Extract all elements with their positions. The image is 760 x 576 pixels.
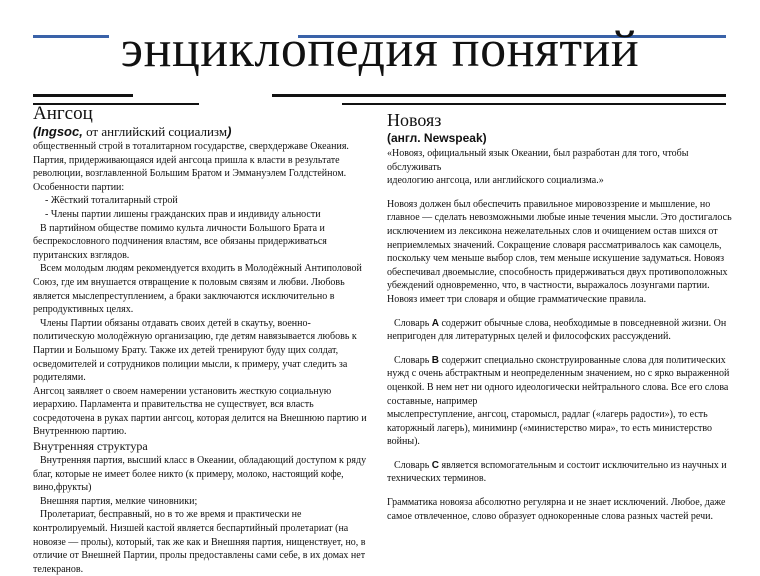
newspeak-heading: Новояз — [387, 110, 442, 130]
title-underline-right — [272, 94, 726, 97]
dictionary-description: содержит специально сконструированные слова для политических нужд с очень абстрактным и неопределенным значением, но с ярко выраженной оценкой. В нем нет ни одного идеологически нейтрального слова. Все его слова составные, например — [387, 354, 730, 407]
ingsoc-paragraph: Ангсоц заявляет о своем намерении установить жесткую социальную иерархию. Парламента и правительства не существует, вся власть сосредоточена в руках партии ангсоц, которая делится на Внешнюю партию и Внутреннюю партию. — [33, 385, 367, 438]
grammar-paragraph: Грамматика новояза абсолютно регулярна и не знает исключений. Любое, даже самое отвлеченное, слово образует однокоренные слова разных частей речи. — [387, 497, 726, 522]
dictionary-letter: C — [431, 459, 439, 471]
newspeak-column — [387, 104, 733, 537]
newspeak-paren-open: (англ. — [387, 131, 424, 145]
ingsoc-structure-heading: Внутренняя структура — [33, 439, 148, 454]
ingsoc-structure-item: Внутренняя партия, высший класс в Океании, обладающий доступом к ряду благ, которые не имеет более никто (к примеру, молоко, настоящий кофе, вино,фрукты) — [33, 455, 367, 494]
ingsoc-origin: от английский социализм — [82, 124, 228, 139]
dictionary-label: Словарь — [394, 459, 432, 471]
ingsoc-english-term: (Ingsoc, — [33, 124, 83, 139]
ingsoc-column — [33, 103, 369, 575]
ingsoc-structure-item: Пролетариат, бесправный, но в то же время и практически не контролируемый. Низшей кастой является беспартийный пролетариат (на новоязе — пролы), который, так же как и Внешняя партия, нищенствует, но, в отличие от Внешней Партии, пролы предоставлены сами себе, в их домах нет телекранов. — [33, 509, 366, 575]
page-title: энциклопедия понятий — [120, 21, 640, 78]
ingsoc-feature-item: - Члены партии лишены гражданских прав и индивиду альности — [45, 208, 321, 220]
ingsoc-features-label: Особенности партии: — [33, 181, 125, 193]
newspeak-paragraph: Новояз должен был обеспечить правильное мировоззрение и мышление, но главное — сделать невозможными любые иные течения мысли. Это достигалось исключением из лексикона нежелательных слов и очищением остав шихся от неприемлемых значений. Сокращение словаря рассматривалось как самоцель, поскольку чем меньше выбор слов, тем меньше искушение задуматься. Новояз обеспечивал двоемыслие, способность придерживаться двух противоположных убеждений одновременно, что, в частности, выражалось лозунгами партии. — [387, 198, 732, 292]
dictionary-b-examples: мыслепреступление, ангсоц, старомысл, радлаг («лагерь радости»), то есть каторжный лагерь), миниминр («министерство мира», то есть министерство войны). — [387, 409, 713, 448]
ingsoc-structure-item: Внешняя партия, мелкие чиновники; — [40, 495, 198, 507]
ingsoc-paragraph: Всем молодым людям рекомендуется входить в Молодёжный Антиполовой Союз, где им внушается отвращение к половым связям и любви. Любовь является мыслепреступлением, а браки заключаются исключительно в репродуктивных целях. — [33, 263, 362, 316]
newspeak-paren-close: ) — [482, 131, 487, 145]
dictionary-description: содержит обычные слова, необходимые в повседневной жизни. Он непригоден для литературных целей и философских рассуждений. — [387, 317, 727, 343]
dictionary-c-paragraph — [387, 459, 733, 486]
dictionary-label: Словарь — [394, 354, 432, 366]
newspeak-quote-end: идеологию ангсоца, или английского социализма.» — [387, 175, 604, 187]
newspeak-subheading — [387, 130, 733, 146]
newspeak-quote: «Новояз, официальный язык Океании, был разработан для того, чтобы обслуживать — [387, 148, 689, 173]
dictionary-description: является вспомогательным и состоит исключительно из научных и технических терминов. — [387, 459, 727, 485]
ingsoc-paren: ) — [227, 124, 232, 139]
dictionary-letter: B — [431, 354, 439, 366]
ingsoc-heading: Ангсоц — [33, 103, 93, 124]
dictionary-a-paragraph — [387, 317, 733, 344]
dictionary-letter: A — [431, 317, 439, 329]
title-underline-left — [33, 94, 133, 97]
ingsoc-feature-item: - Жёсткий тоталитарный строй — [45, 195, 178, 207]
dictionary-b-paragraph — [387, 354, 733, 408]
ingsoc-paragraph: Члены Партии обязаны отдавать своих детей в скаутьy, военно-политическую молодёжную организацию, где детям навязывается любовь к Партии и Большому Брату. Также их детей тренируют буду щих солдат, осведомителей и сотрудников полиции мысли, к примеру, учат следить за родителями. — [33, 317, 357, 384]
ingsoc-paragraph: В партийном обществе помимо культа личности Большого Брата и беспрекословного подчинения властям, все обязаны придерживаться пуританских взглядов. — [33, 222, 327, 261]
newspeak-english-term: Newspeak — [423, 131, 483, 145]
ingsoc-subheading — [33, 124, 369, 139]
ingsoc-intro: общественный строй в тоталитарном государстве, сверхдержаве Океания. Партия, придерживающаяся идей ангсоца пришла к власти в результате революции, возглавленной Большим Братом и Эммануэлем Голдстейном. — [33, 141, 349, 180]
dictionary-label: Словарь — [394, 317, 432, 329]
newspeak-paragraph: Новояз имеет три словаря и общие грамматические правила. — [387, 293, 647, 305]
